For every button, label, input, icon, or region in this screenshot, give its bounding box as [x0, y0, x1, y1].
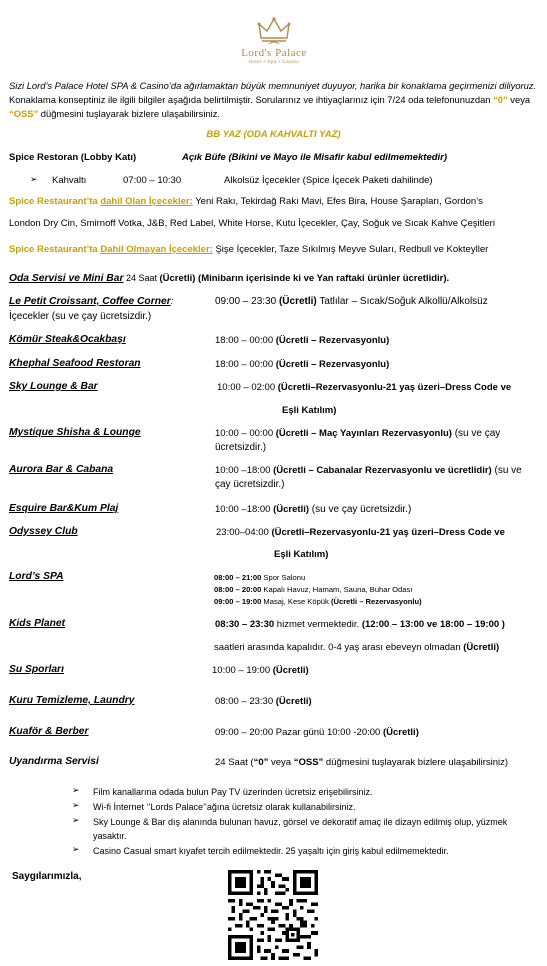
breakfast-time: 07:00 – 10:30 — [123, 175, 182, 186]
venue-info-7 — [216, 527, 505, 538]
venue-time: 18:00 – 00:00 — [215, 335, 274, 346]
venue-detail: (su ve — [491, 465, 522, 476]
breakfast-label: Kahvaltı — [52, 175, 87, 186]
intro-zero: “0” — [493, 94, 508, 105]
hairdresser-info — [215, 727, 419, 738]
hotel-logo — [232, 16, 316, 65]
kids-time: 08:30 – 23:30 — [215, 619, 275, 630]
crown-icon — [257, 16, 291, 46]
venue-line2-3: Eşli Katılım) — [282, 405, 337, 416]
venue-info-1 — [215, 335, 389, 346]
venue-label: Le Petit Croissant, Coffee Corner — [9, 296, 171, 307]
spa-row-1 — [214, 585, 412, 594]
concept-title: BB YAZ (ODA KAHVALTI YAZ) — [206, 129, 341, 140]
intro-veya: veya — [507, 94, 531, 105]
excluded-text: Şişe İçecekler, Taze Sıkılmış Meyve Suları, Redbull ve Kokteyller — [212, 244, 489, 255]
water-sports-info — [212, 665, 309, 676]
intro-end: düğmesini tuşlayarak bizlere ulaşabilirsiniz. — [38, 108, 221, 119]
bullet-icon: ➢ — [72, 785, 80, 795]
room-service-row — [9, 273, 449, 284]
venue-paid: (Ücretli – Maç Yayınları Rezervasyonlu) — [273, 428, 452, 439]
venue-name-1: Kömür Steak&Ocakbaşı — [9, 334, 126, 345]
kids-info — [215, 619, 505, 630]
wakeup-oss: “OSS” — [293, 757, 324, 768]
logo-tagline: Hotel • Spa • Casino — [248, 59, 300, 64]
venue-name-0 — [9, 296, 173, 307]
venue-detail: (su ve çay — [451, 428, 501, 439]
breakfast-note: Alkolsüz İçecekler (Spice İçecek Paketi dahilinde) — [224, 175, 433, 186]
venue-paid: (Ücretli – Rezervasyonlu) — [273, 335, 390, 346]
venue-time: 18:00 – 00:00 — [215, 359, 274, 370]
venue-info-0 — [215, 296, 488, 307]
water-sports-name: Su Sporları — [9, 664, 64, 675]
wakeup-text-a: 24 Saat ( — [215, 757, 254, 768]
hairdresser-sunday: Pazar günü 10:00 -20:00 — [273, 727, 383, 738]
included-label-b: dahil Olan İçecekler: — [100, 196, 193, 207]
hairdresser-name: Kuaför & Berber — [9, 726, 89, 737]
note-item: Casino Casual smart kıyafet tercih edilmektedir. 25 yaşaltı için giriş kabul edilmemektedir. — [93, 846, 449, 856]
excluded-drinks — [9, 244, 488, 255]
closing-text: Saygılarımızla, — [12, 871, 82, 882]
spa-time: 08:00 – 21:00 — [214, 573, 262, 582]
venue-paid: (Ücretli – Rezervasyonlu) — [273, 359, 390, 370]
venue-info-3 — [217, 382, 511, 393]
excluded-label-a: Spice Restaurant’ta — [9, 244, 101, 255]
intro-oss: “OSS” — [9, 108, 39, 119]
wakeup-text-c: düğmesini tuşlayarak bizlere ulaşabilirsiniz) — [323, 757, 509, 768]
venue-time: 10:00 – 00:00 — [215, 428, 274, 439]
laundry-name: Kuru Temizleme, Laundry — [9, 695, 135, 706]
excluded-label-b: Dahil Olmayan İçecekler: — [100, 244, 213, 255]
intro-text: Konaklama konseptiniz ile ilgili bilgiler aşağıda belirtilmiştir. Sorularınız ve ihtiyaçlarınız için 7/24 oda telefonunuzdan — [9, 94, 494, 105]
laundry-time: 08:00 – 23:30 — [215, 696, 274, 707]
included-text-2: London Dry Cin, Smirnoff Votka, J&B, Red Label, White Horse, Kutu İçecekler, Çay, Soğuk ve Sıcak Kahve Çeşitleri — [9, 218, 495, 229]
venue-paid: (Ücretli) — [270, 504, 310, 515]
spa-text: Masaj, Kese Köpük — [261, 597, 331, 606]
bullet-icon: ➢ — [72, 844, 80, 854]
spa-time: 08:00 – 20:00 — [214, 585, 262, 594]
spa-text: Spor Salonu — [261, 573, 306, 582]
kids-text: hizmet vermektedir. — [274, 619, 362, 630]
hairdresser-time: 09:00 – 20:00 — [215, 727, 274, 738]
venue-name-7: Odyssey Club — [9, 526, 78, 537]
venue-name-3: Sky Lounge & Bar — [9, 381, 98, 392]
venue-line2-0: İçecekler (su ve çay ücretsizdir.) — [9, 311, 152, 322]
spa-time: 09:00 – 19:00 — [214, 597, 262, 606]
venue-paid: (Ücretli) — [276, 296, 317, 307]
spice-buffet-note: Açık Büfe (Bikini ve Mayo ile Misafir kabul edilmemektedir) — [182, 152, 448, 163]
kids-name: Kids Planet — [9, 618, 66, 629]
venue-info-2 — [215, 359, 389, 370]
intro-paragraph — [9, 79, 537, 121]
venue-time: 23:00–04:00 — [216, 527, 269, 538]
venue-detail: (su ve çay ücretsizdir.) — [309, 504, 412, 515]
room-service-note: (Ücretli) (Minibarın içerisinde ki ve Yan raftaki ürünler ücretlidir). — [159, 273, 450, 284]
spa-paid: (Ücretli – Rezervasyonlu) — [330, 597, 422, 606]
venue-paid: (Ücretli–Rezervasyonlu-21 yaş üzeri–Dress Code ve — [275, 382, 512, 393]
room-service-hours: 24 Saat — [123, 273, 160, 283]
water-sports-paid: (Ücretli) — [270, 665, 309, 676]
venue-paid: (Ücretli – Cabanalar Rezervasyonlu ve ücretlidir) — [270, 465, 492, 476]
venue-name-6: Esquire Bar&Kum Plaj — [9, 503, 119, 514]
kids-line2-text: saatleri arasında kapalıdır. 0-4 yaş arası ebeveyn olmadan — [214, 642, 464, 653]
room-service-name: Oda Servisi ve Mini Bar — [9, 273, 124, 284]
venue-name-4: Mystique Shisha & Lounge — [9, 427, 141, 438]
note-item: Film kanallarına odada bulun Pay TV üzerinden ücretsiz erişebilirsiniz. — [93, 787, 373, 797]
included-label-a: Spice Restaurant’ta — [9, 196, 101, 207]
water-sports-time: 10:00 – 19:00 — [212, 665, 271, 676]
kids-paid: (Ücretli) — [463, 642, 500, 653]
bullet-icon: ➢ — [30, 174, 38, 184]
laundry-paid: (Ücretli) — [273, 696, 312, 707]
spa-text: Kapalı Havuz, Hamam, Sauna, Buhar Odası — [261, 585, 413, 594]
spa-name: Lord’s SPA — [9, 571, 64, 582]
hairdresser-paid: (Ücretli) — [382, 727, 419, 738]
bullet-icon: ➢ — [72, 800, 80, 810]
spice-restaurant-name: Spice Restoran (Lobby Katı) — [9, 152, 137, 163]
laundry-info — [215, 696, 312, 707]
venue-info-6 — [215, 504, 411, 515]
bullet-icon: ➢ — [72, 815, 80, 825]
wakeup-info — [215, 757, 508, 768]
venue-line2-4: ücretsizdir.) — [215, 442, 267, 453]
venue-name-5: Aurora Bar & Cabana — [9, 464, 114, 475]
spa-row-2 — [214, 597, 422, 606]
intro-welcome: Sizi Lord’s Palace Hotel SPA & Casino’da ağırlamaktan büyük memnuniyet duyuyor, harika bir konaklama geçirmenizi diliyoruz. — [9, 80, 537, 91]
venue-info-4 — [215, 428, 500, 439]
venue-detail: Tatlılar – Sıcak/Soğuk Alkollü/Alkolsüz — [316, 296, 488, 307]
venue-line2-7: Eşli Katılım) — [274, 549, 329, 560]
logo-name: Lord's Palace — [241, 47, 307, 59]
venue-line2-5: çay ücretsizdir.) — [215, 479, 285, 490]
note-item: Wi-fi İnternet ‘’Lords Palace’’ağına ücretsiz olarak kullanabilirsiniz. — [93, 802, 356, 812]
venue-time: 10:00 – 02:00 — [217, 382, 276, 393]
venue-name-2: Khephal Seafood Restoran — [9, 358, 141, 369]
venue-time: 09:00 – 23:30 — [215, 296, 277, 307]
venue-info-5 — [215, 465, 522, 476]
note-item: Sky Lounge & Bar dış alanında bulunan havuz, görsel ve dekoratif amaç ile dizayn edilmiş olup, yüzmek yasaktır. — [93, 817, 508, 841]
kids-closed-hours: (12:00 – 13:00 ve 18:00 – 19:00 ) — [361, 619, 505, 630]
kids-line2 — [214, 642, 499, 653]
wakeup-text-b: veya — [268, 757, 294, 768]
venue-colon: : — [170, 296, 174, 307]
venue-time: 10:00 –18:00 — [215, 465, 271, 476]
included-drinks — [9, 196, 483, 207]
venue-paid: (Ücretli–Rezervasyonlu-21 yaş üzeri–Dress Code ve — [268, 527, 505, 538]
qr-code[interactable] — [228, 870, 318, 960]
wakeup-name: Uyandırma Servisi — [9, 756, 99, 767]
wakeup-zero: “0” — [253, 757, 269, 768]
venue-time: 10:00 –18:00 — [215, 504, 271, 515]
included-text-1: Yeni Rakı, Tekirdağ Rakı Mavi, Efes Bira, House Şarapları, Gordon’s — [192, 196, 483, 207]
spa-row-0 — [214, 573, 305, 582]
